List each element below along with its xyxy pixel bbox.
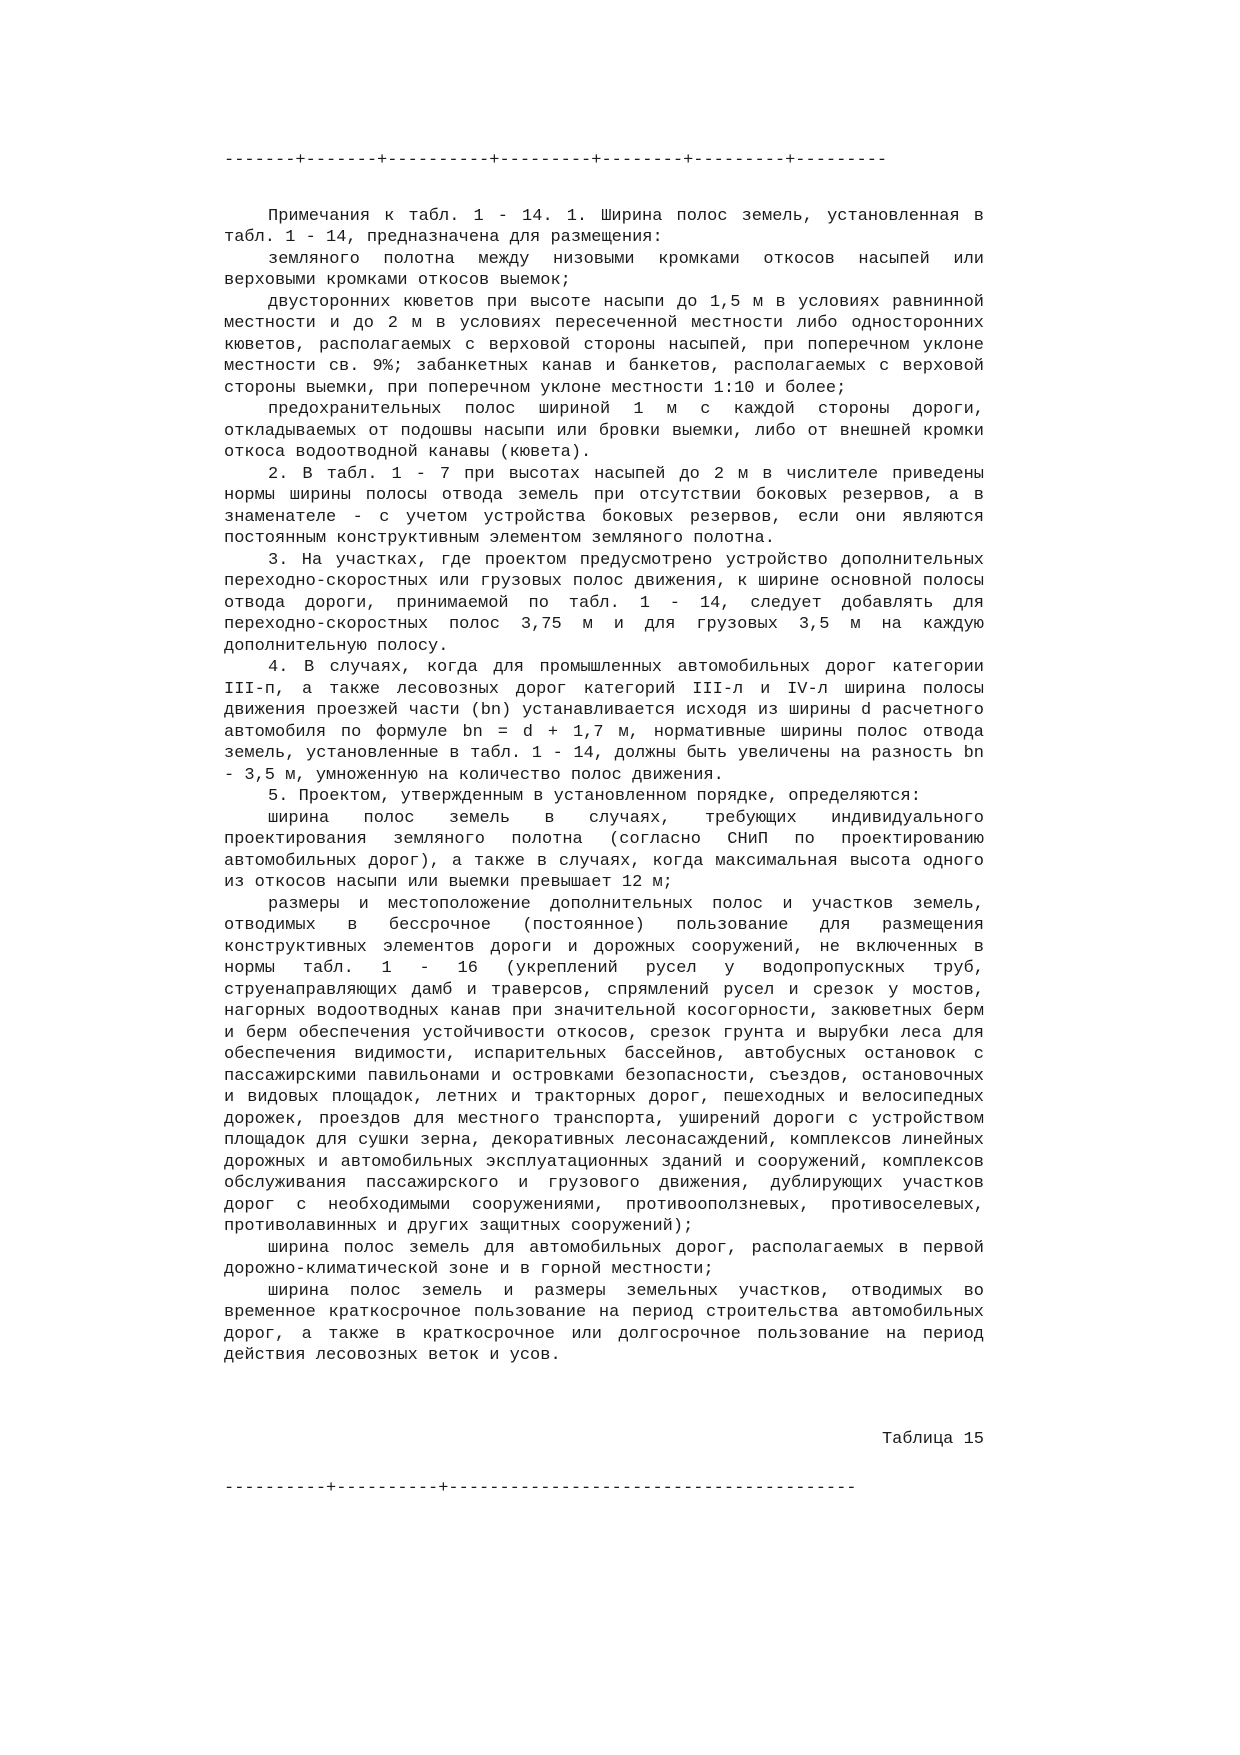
note-item: предохранительных полос шириной 1 м с каждой стороны дороги, откладываемых от подошвы насыпи или бровки выемки, либо от внешней кромки откоса водоотводной канавы (кювета).	[224, 400, 984, 462]
note-3: 3. На участках, где проектом предусмотрено устройство дополнительных переходно-скоростных или грузовых полос движения, к ширине основной полосы отвода дороги, принимаемой по табл. 1 - 14, следует добавлять для переходно-скоростных полос 3,75 м и для грузовых 3,5 м на каждую дополнительную полосу.	[224, 550, 984, 656]
note-2: 2. В табл. 1 - 7 при высотах насыпей до 2 м в числителе приведены нормы ширины полосы отвода земель при отсутствии боковых резервов, а в знаменателе - с учетом устройства боковых резервов, если они являются постоянным конструктивным элементом земляного полотна.	[224, 464, 984, 548]
note-5: 5. Проектом, утвержденным в установленном порядке, определяются:	[268, 787, 921, 806]
note-item: ширина полос земель для автомобильных дорог, располагаемых в первой дорожно-климатической зоне и в горной местности;	[224, 1238, 984, 1279]
note-intro: Примечания к табл. 1 - 14. 1. Ширина полос земель, установленная в табл. 1 - 14, предназначена для размещения:	[224, 206, 984, 247]
document-page	[224, 150, 984, 1500]
note-4: 4. В случаях, когда для промышленных автомобильных дорог категории III-п, а также лесовозных дорог категорий III-л и IV-л ширина полосы движения проезжей части (bn) устанавливается исходя из ширины d расчетного автомобиля по формуле bn = d + 1,7 м, нормативные ширины полос отвода земель, установленные в табл. 1 - 14, должны быть увеличены на разность bn - 3,5 м, умноженную на количество полос движения.	[224, 658, 984, 785]
note-item: размеры и местоположение дополнительных полос и участков земель, отводимых в бессрочное (постоянное) пользование для размещения конструктивных элементов дороги и дорожных сооружений, не включенных в нормы табл. 1 - 16 (укреплений русел у водопропускных труб, струенаправляющих дамб и траверсов, спрямлений русел и срезок у мостов, нагорных водоотводных канав при значительной косогорности, закюветных берм и берм обеспечения устойчивости откосов, срезок грунта и вырубки леса для обеспечения видимости, испарительных бассейнов, автобусных остановок с пассажирскими павильонами и островками безопасности, съездов, остановочных и видовых площадок, летних и тракторных дорог, пешеходных и велосипедных дорожек, проездов для местного транспорта, уширений дороги с устройством площадок для сушки зерна, декоративных лесонасаждений, комплексов линейных дорожных и автомобильных эксплуатационных зданий и сооружений, комплексов обслуживания пассажирского и грузового движения, дублирующих участков дорог с необходимыми сооружениями, противооползневых, противоселевых, противолавинных и других защитных сооружений);	[224, 894, 984, 1236]
note-item: ширина полос земель в случаях, требующих индивидуального проектирования земляного полотна (согласно СНиП по проектированию автомобильных дорог), а также в случаях, когда максимальная высота одного из откосов насыпи или выемки превышает 12 м;	[224, 808, 984, 892]
note-item: двусторонних кюветов при высоте насыпи до 1,5 м в условиях равнинной местности и до 2 м в условиях пересеченной местности либо односторонних кюветов, располагаемых с верховой стороны насыпей, при поперечном уклоне местности св. 9%; забанкетных канав и банкетов, располагаемых с верховой стороны выемки, при поперечном уклоне местности 1:10 и более;	[224, 292, 984, 398]
table-caption: Таблица 15	[881, 1429, 984, 1449]
note-item: ширина полос земель и размеры земельных участков, отводимых во временное краткосрочное пользование на период строительства автомобильных дорог, а также в краткосрочное или долгосрочное пользование на период действия лесовозных веток и усов.	[224, 1281, 984, 1365]
note-item: земляного полотна между низовыми кромками откосов насыпей или верховыми кромками откосов выемок;	[224, 249, 984, 290]
table-border-bottom: ----------+----------+----------------------------------------	[224, 1479, 857, 1498]
table-border-top: -------+-------+----------+---------+--------+---------+---------	[224, 151, 888, 170]
